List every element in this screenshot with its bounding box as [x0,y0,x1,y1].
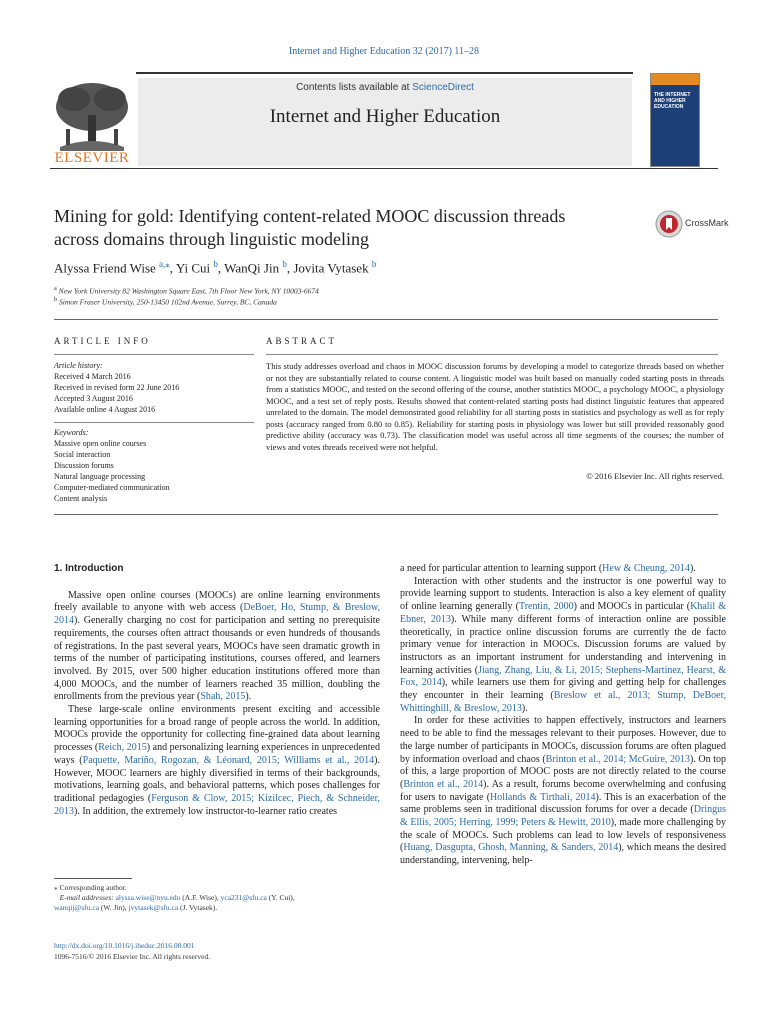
citation-link[interactable]: Brinton et al., 2014; McGuire, 2013 [545,753,690,765]
keywords-rule [54,422,254,423]
body-paragraph [400,563,726,576]
header-top-rule [136,72,633,74]
citation-link[interactable]: DeBoer, Ho, Stump, & Breslow, 2014 [54,602,380,627]
body-text: ) and MOOCs in particular ( [573,601,691,613]
citation-link[interactable]: Ferguson & Clow, 2015; Kizilcec, Piech, & Schneider, 2013 [54,792,380,817]
keyword: Natural language processing [54,472,146,481]
history-entry: Accepted 3 August 2016 [54,394,133,403]
body-column-right [400,563,726,868]
section-divider [54,514,718,515]
body-text: ). Generally charging no cost for participation and setting no prerequisite requirements, the courses often attract thousands or even hundreds of thousands of registrations. In the past several years, MOOCs have seen dramatic growth in terms of the number of participating institutions, courses offered, and learners involved. By 2015, over 500 higher education institutions offered more than 4,000 MOOCs, and the number of learners reached 35 million, doubling the enrollments from the previous year ( [54,615,380,703]
email-link[interactable]: jvytasek@sfu.ca [128,903,179,912]
body-text: ). While many different forms of interaction online are possible theoretically, in practice online discussion forums are currently the de facto primary venue for interaction in MOOCs. Discussion forums are valued by instructors as an important instrument for understanding and intervening in learning activities ( [400,613,726,676]
body-text: Interaction with other students and the instructor is one powerful way to provide learning support to students. Interaction is also a key element of quality of online learning generally ( [400,575,726,613]
keyword: Discussion forums [54,461,114,470]
author-affiliation-link[interactable]: b [371,259,377,269]
doi-block [54,941,210,962]
article-info-heading: ARTICLE INFO [54,336,151,346]
body-text: These large-scale online environments present exciting and accessible learning opportunities for a broad range of people across the world. In addition, MOOCs provide the opportunity for collecting fine-grained data about learning processes ( [54,704,380,754]
history-entry: Received 4 March 2016 [54,372,131,381]
body-paragraph [400,576,726,716]
keywords [54,427,170,504]
author-name: Alyssa Friend Wise [54,260,156,276]
footnote [54,883,384,913]
article-title [54,205,614,251]
citation-link[interactable]: Brinton et al., 2014 [403,778,484,790]
body-text: ). As a result, forums become overwhelming and confusing for users to navigate ( [400,778,726,803]
body-text: ), which means the desired understanding, intervening, help- [400,842,726,867]
body-text: ), while learners use them for giving and getting help for challenges they encounter in their learning ( [400,677,726,702]
body-text: ). [689,563,696,574]
keyword: Content analysis [54,494,108,503]
keywords-label: Keywords: [54,428,89,437]
body-text: ). On top of this, a large proportion of MOOC posts are not directly related to the course ( [400,753,726,790]
cover-title: THE INTERNET AND HIGHER EDUCATION [654,92,691,110]
citation-link[interactable]: Dringus & Ellis, 2005; Herring, 1999; Peters & Hewitt, 2010 [400,804,726,829]
issn-line: 1096-7516/© 2016 Elsevier Inc. All rights reserved. [54,951,211,961]
section-heading: 1. Introduction [54,563,124,574]
body-text: ). This is an exacerbation of the same problems seen in traditional discussion forums for over a decade ( [400,791,726,816]
body-paragraph [54,704,380,818]
corresponding-author-note: ⁎ Corresponding author. [54,883,127,892]
body-paragraph [54,590,380,704]
history-entry: Available online 4 August 2016 [54,405,156,414]
journal-title[interactable]: Internet and Higher Education [269,106,501,127]
contents-prefix: Contents lists available at [296,82,413,93]
article-title-line-1: Mining for gold: Identifying content-related MOOC discussion threads [54,206,566,226]
contents-line [138,82,632,93]
article-info-rule [54,354,254,355]
article-history [54,360,179,415]
body-column-left [54,563,380,818]
elsevier-wordmark[interactable]: ELSEVIER [54,150,130,166]
citation-link[interactable]: Reich, 2015 [98,742,147,754]
body-text: ). In addition, the extremely low instructor-to-learner ratio creates [74,805,338,817]
email-link[interactable]: yca231@sfu.ca [220,893,267,902]
keyword: Computer-mediated communication [54,483,170,492]
journal-reference[interactable]: Internet and Higher Education 32 (2017) 11–28 [288,46,480,57]
email-link[interactable]: alyssa.wise@nyu.edu [115,893,181,902]
article-history-label: Article history: [54,361,103,370]
keyword: Social interaction [54,450,111,459]
crossmark-label[interactable]: CrossMark [685,218,729,228]
abstract-copyright: © 2016 Elsevier Inc. All rights reserved. [586,471,724,481]
crossmark-icon[interactable] [655,210,683,238]
abstract-heading: ABSTRACT [266,336,338,346]
citation-link[interactable]: Breslow et al., 2013; Stump, DeBoer, Whittinghill, & Breslow, 2013 [400,690,727,714]
journal-cover-thumbnail[interactable] [650,73,700,167]
section-divider [54,319,718,320]
body-text: In order for these activities to happen effectively, instructors and learners need to be able to find the messages relevant to their purposes. However, due to the large number of participants in MOOCs, discussion forums are often plagued by information overload and chaos ( [400,715,726,765]
author-list: Alyssa Friend Wise $^{a,⁎}$, Yi Cui $^b$, WanQi Jin $^b$, Jovita Vytasek $^b$ [54,259,377,276]
citation-link[interactable]: Jiang, Zhang, Liu, & Li, 2015; Stephens-Martinez, Hearst, & Fox, 2014 [400,664,726,689]
affiliation-a: $^a$ New York University 82 Washington Square East, 7th Floor New York, NY 10003-6674 [54,285,319,296]
author-affiliation-link[interactable]: a,⁎ [159,259,170,269]
abstract-rule [266,354,718,355]
footnote-rule [54,878,132,879]
citation-link[interactable]: Huang, Dasgupta, Ghosh, Manning, & Sanders, 2014 [403,842,619,854]
header-bottom-rule [50,168,718,169]
email-link[interactable]: wanqij@sfu.ca [54,903,100,912]
body-text: ). However, MOOC learners are highly diversified in terms of their backgrounds, motivations, learning goals, and behavioral patterns, which poses challenges for traditional pedagogies ( [54,754,380,804]
body-text: a need for particular attention to learning support ( [400,563,603,574]
sciencedirect-link[interactable]: ScienceDirect [412,82,474,93]
body-text: ). [521,702,528,714]
citation-link[interactable]: Khalil & Ebner, 2013 [400,601,726,625]
author-name: WanQi Jin [224,260,280,276]
body-text: ), made more challenging by the scale of MOOCs. Such problems can lead to low levels of responsiveness ( [400,817,727,854]
author-name: Yi Cui [175,260,211,276]
history-entry: Received in revised form 22 June 2016 [54,383,180,392]
body-paragraph [400,715,726,867]
keyword: Massive open online courses [54,439,147,448]
abstract-text: This study addresses overload and chaos in MOOC discussion forums by developing a model to categorize threads based on whether or not they are substantially related to course content. A linguistic model was built based on manually coded starting posts in threads from a statistics MOOC, and tested on the second offering of the course, another statistics MOOC, a psychology MOOC, a physiology MOOC, and a test set of reply posts. Results showed that content-related starting posts had distinct linguistic features that appeared unrelated to the domain. The model demonstrated good reliability for all starting posts in statistics and psychology as well as for reply posts (accuracy ranged from 0.80 to 0.85). Reliability for starting posts in physiology was lower but still provided reasonably good predictive ability (accuracy was 0.73). The classification model was useful across all time segments of the courses; the number of views and votes threads received were not helpful. [266,361,724,452]
body-text: ). [245,691,252,703]
email-addresses: E-mail addresses: alyssa.wise@nyu.edu (A.F. Wise), yca231@sfu.ca (Y. Cui), wanqij@sfu.ca (W. Jin), jvytasek@sfu.ca (J. Vytasek). [54,893,295,912]
citation-link[interactable]: Hollands & Tirthali, 2014 [490,791,596,803]
citation-link[interactable]: Hew & Cheung, 2014 [602,563,690,574]
affiliation-b: $^b$ Simon Fraser University, 250-13450 102nd Avenue, Surrey, BC, Canada [54,296,277,307]
author-affiliation-link[interactable]: b [282,259,287,269]
author-affiliation-link[interactable]: b [213,259,218,269]
citation-link[interactable]: Paquette, Mariño, Rogozan, & Léonard, 2015; Williams et al., 2014 [82,754,375,766]
body-text: ) and personalizing learning experiences in unprecedented ways ( [54,742,380,766]
article-title-line-2: across domains through linguistic modeling [54,229,369,249]
body-text: Massive open online courses (MOOCs) are online learning environments freely available to anyone with web access ( [54,589,380,614]
citation-link[interactable]: Trentin, 2000 [518,601,574,613]
doi-link[interactable]: http://dx.doi.org/10.1016/j.iheduc.2016.08.001 [54,941,195,950]
author-name: Jovita Vytasek [293,260,369,276]
citation-link[interactable]: Shah, 2015 [200,691,246,703]
